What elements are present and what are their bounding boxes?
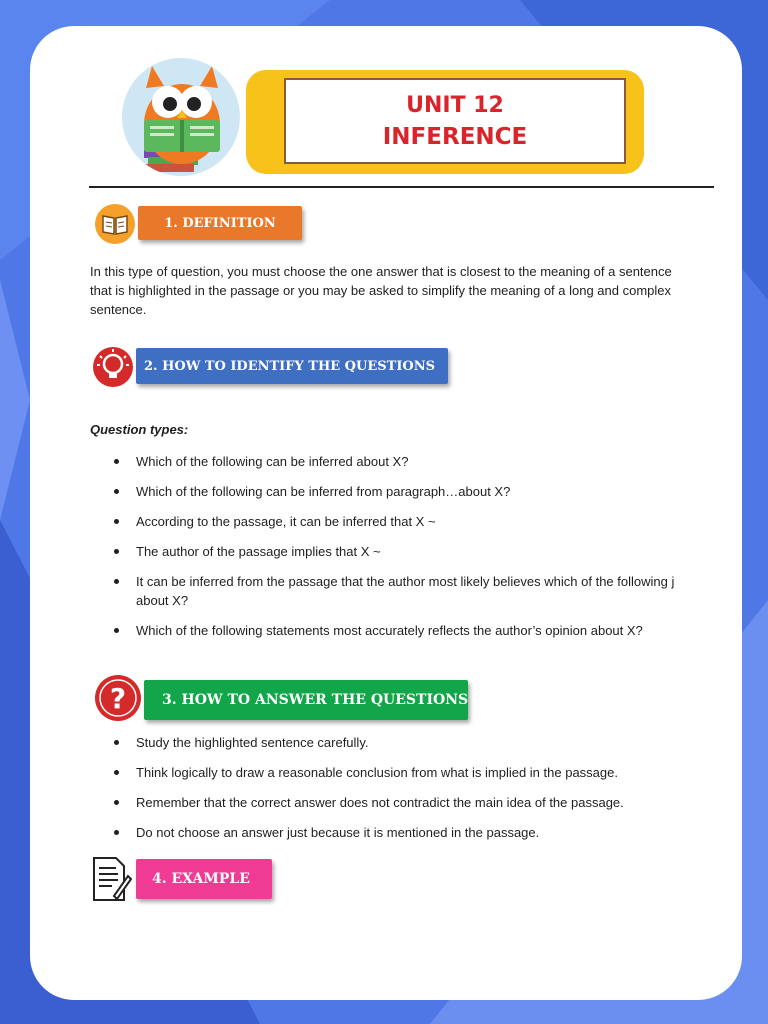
section-header-definition xyxy=(138,206,302,240)
answer-steps-list xyxy=(104,733,624,842)
list-item: Which of the following statements most accurately reflects the author’s opinion about X? xyxy=(104,621,674,640)
title-banner xyxy=(246,70,644,174)
list-item: Do not choose an answer just because it is mentioned in the passage. xyxy=(104,823,624,842)
list-item: According to the passage, it can be inferred that X ~ xyxy=(104,512,674,531)
svg-text:?: ? xyxy=(109,682,127,715)
list-item: Which of the following can be inferred from paragraph…about X? xyxy=(104,482,674,501)
book-icon xyxy=(94,203,136,250)
definition-line: that is highlighted in the passage or you may be asked to simplify the meaning of a long and complex xyxy=(90,283,672,298)
unit-title: INFERENCE xyxy=(382,124,528,150)
definition-line: sentence. xyxy=(90,302,147,317)
unit-number: UNIT 12 xyxy=(406,93,504,118)
question-types-list xyxy=(104,452,674,640)
title-frame xyxy=(284,78,626,164)
section-title: 4. EXAMPLE xyxy=(152,871,250,887)
owl-reading-logo-icon xyxy=(122,58,240,176)
section-header-identify xyxy=(136,348,448,384)
definition-paragraph xyxy=(90,262,718,319)
worksheet-page xyxy=(30,26,742,1000)
question-mark-icon xyxy=(94,674,142,727)
definition-line: In this type of question, you must choose the one answer that is closest to the meaning of a sentence xyxy=(90,264,672,279)
list-item: Study the highlighted sentence carefully. xyxy=(104,733,624,752)
list-item: Remember that the correct answer does not contradict the main idea of the passage. xyxy=(104,793,624,812)
list-item: Think logically to draw a reasonable conclusion from what is implied in the passage. xyxy=(104,763,624,782)
lightbulb-icon xyxy=(92,346,134,393)
list-item: It can be inferred from the passage that the author most likely believes which of the following j about X? xyxy=(104,572,674,610)
list-item: Which of the following can be inferred about X? xyxy=(104,452,674,471)
document-pen-icon xyxy=(90,856,132,907)
section-header-example xyxy=(136,859,272,899)
section-title: 2. HOW TO IDENTIFY THE QUESTIONS xyxy=(144,358,435,374)
section-title: 3. HOW TO ANSWER THE QUESTIONS xyxy=(162,692,469,708)
section-header-answer xyxy=(144,680,468,720)
question-types-label: Question types: xyxy=(90,422,189,437)
list-item: The author of the passage implies that X ~ xyxy=(104,542,674,561)
section-title: 1. DEFINITION xyxy=(164,215,276,231)
header-divider xyxy=(89,186,714,188)
